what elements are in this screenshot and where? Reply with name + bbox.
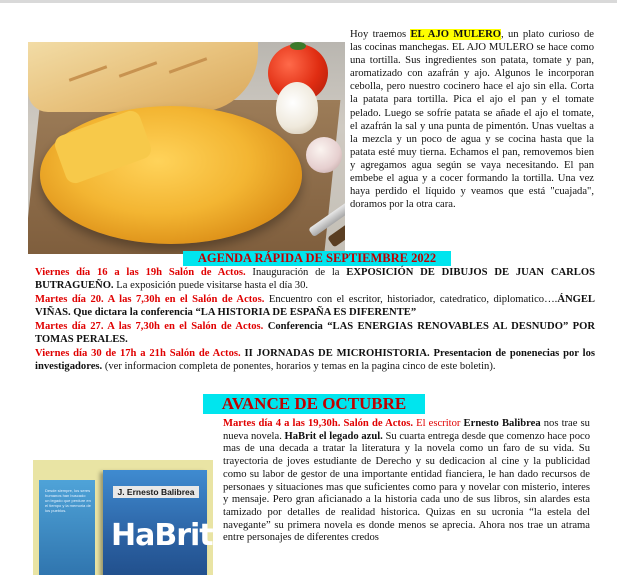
agenda-event <box>35 348 595 373</box>
ajo-mulero-photo <box>28 42 345 254</box>
book-title: HaBrit <box>111 518 213 553</box>
event-text: (ver informacion completa de ponentes, horarios y temas en la pagina cinco de este boletin). <box>102 360 496 372</box>
article-text: nos trae su nueva novela. <box>223 418 590 442</box>
bread-loaf <box>28 42 258 112</box>
event-highlight: ÁNGEL VIÑAS. Que dictara la conferencia “LA HISTORIA DE ESPAÑA ES DIFERENTE” <box>35 294 595 318</box>
event-highlight: Conferencia “LAS ENERGIAS RENOVABLES AL DESNUDO” POR TOMAS PERALES. <box>35 321 595 345</box>
event-date: Viernes día 30 de 17h a 21h Salón de Actos. <box>35 348 241 359</box>
recipe-text <box>350 28 594 211</box>
event-date: Viernes día 16 a las 19h Salón de Actos. <box>35 267 246 278</box>
agenda-list <box>35 267 595 375</box>
agenda-event <box>35 294 595 319</box>
writer-label: El escritor <box>413 418 464 429</box>
agenda-event <box>35 321 595 346</box>
onion <box>276 82 318 134</box>
event-text: La exposición puede visitarse hasta el día 30. <box>113 279 309 291</box>
book-author: J. Ernesto Balibrea <box>113 486 199 498</box>
writer-name: Ernesto Balibrea <box>463 418 541 429</box>
garlic <box>306 137 342 173</box>
novel-title: HaBrit el legado azul. <box>284 430 383 442</box>
event-date: Martes día 20. A las 7,30h en el Salón de Actos. <box>35 294 265 305</box>
event-text: Encuentro con el escritor, historiador, catedratico, diplomatico…. <box>264 294 558 305</box>
book-cover-photo <box>33 460 213 575</box>
october-date: Martes día 4 a las 19,30h. Salón de Actos. <box>223 418 414 429</box>
event-date: Martes día 27. A las 7,30h en el Salón de Actos. <box>35 321 264 332</box>
recipe-intro: Hoy traemos <box>350 29 411 40</box>
agenda-event <box>35 267 595 292</box>
october-article <box>223 418 590 545</box>
event-highlight: EXPOSICIÓN DE DIBUJOS DE JUAN CARLOS BUTRAGUEÑO. <box>35 267 595 291</box>
event-highlight: II JORNADAS DE MICROHISTORIA. Presentacion de ponenecias por los investigadores. <box>35 348 595 372</box>
top-border <box>0 0 617 3</box>
avance-heading: AVANCE DE OCTUBRE <box>203 394 425 414</box>
book-back-text: Desde siempre, los seres humanos han buscado un legado que perdure en el tiempo y la memoria de los pueblos. <box>45 488 91 513</box>
agenda-heading: AGENDA RÁPIDA DE SEPTIEMBRE 2022 <box>183 251 451 266</box>
event-text: Inauguración de la <box>245 267 347 278</box>
recipe-dish-name: EL AJO MULERO <box>410 29 501 40</box>
article-text: Su cuarta entrega desde que comenzo hace poco mas de una decada a tratar la literatura y la novela como un faro de su vida. Su trayectoria de joves estudiante de Derecho y su dedicacion al cine y la publicidad como su labor de gestor de una importante entidad fianciera, le han dado recursos de personaes y situaciones mas que suficientes como para y novelar con misterio, interes y mensaje. Pero gran aficianado a la historia cada uno de sus libros, sin alardes esta tamizado por detalles de realidad historica. Quizas en su ucronia “la estela del navegante” su primera novela es donde menos se aprecia. Ahora nos trae un atrama entre personajes de diferentes credos <box>223 430 591 544</box>
recipe-body: , un plato curioso de las cocinas manchegas. EL AJO MULERO se hace como una tortilla. Sus ingredientes son patata, tomate y pan, aromatizado con azafrán y ajo. Algunos le incorporan cebolla, pero nuestro cocinero hace el ajo sin ella. Corta la patata para tortilla. Pica el ajo el pan y el tomate pelado. Luego se sofríe patata se añade el ajo el tomate, el azafrán la sal y una punta de pimentón. Unas vueltas a la mezcla y un poco de agua y se cocina hasta que la patata esté muy tierna. Echamos el pan, removemos bien y agregamos agua según se vaya necesitando. El pan embebe el agua y a cocer formando la tortilla. Una vez haya perdido el líquido y veamos que está "cuajada", doramos por la otra cara. <box>350 29 594 211</box>
tomato-stem <box>290 42 306 50</box>
